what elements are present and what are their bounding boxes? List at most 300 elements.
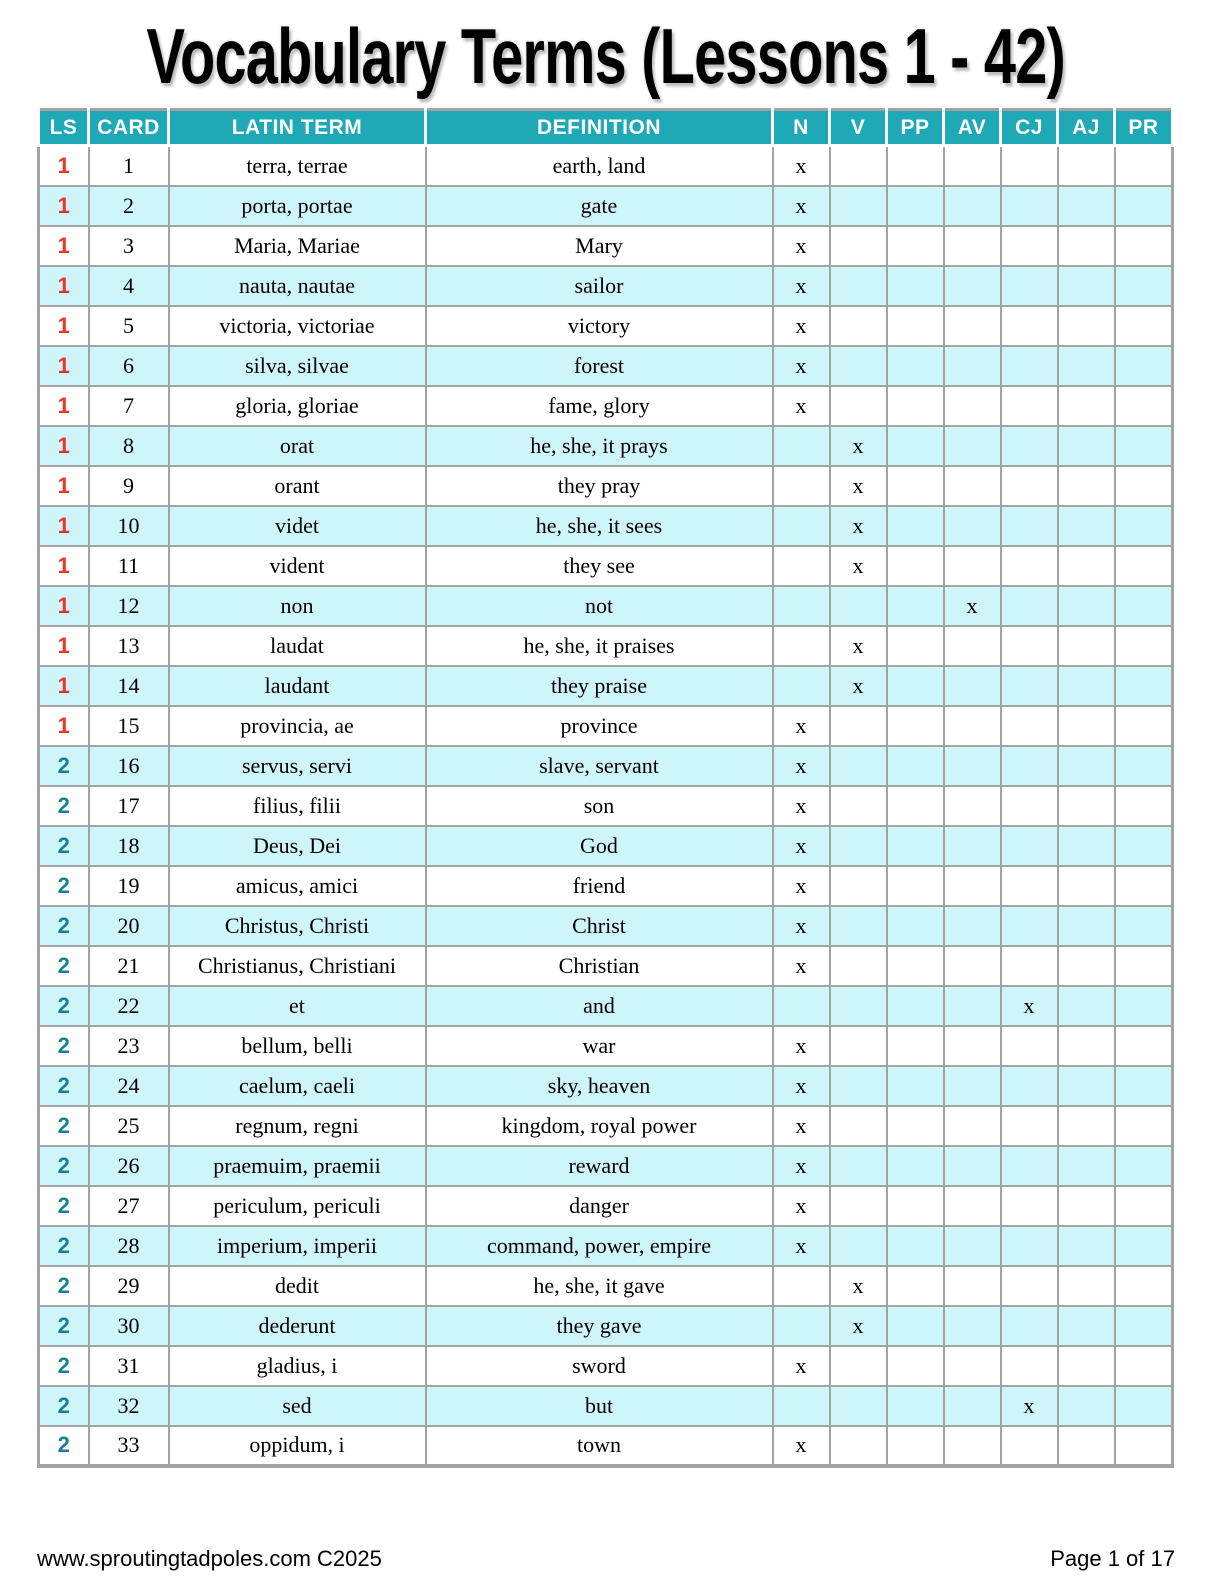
definition-cell: war bbox=[426, 1026, 773, 1066]
mark-cell-aj bbox=[1058, 586, 1115, 626]
mark-cell-aj bbox=[1058, 986, 1115, 1026]
lesson-cell: 2 bbox=[39, 1186, 89, 1226]
mark-cell-pp bbox=[887, 426, 944, 466]
mark-cell-av bbox=[944, 1226, 1001, 1266]
mark-cell-pp bbox=[887, 986, 944, 1026]
mark-cell-av bbox=[944, 706, 1001, 746]
mark-cell-aj bbox=[1058, 1026, 1115, 1066]
column-header-v: V bbox=[830, 110, 887, 146]
definition-cell: he, she, it prays bbox=[426, 426, 773, 466]
mark-cell-aj bbox=[1058, 226, 1115, 266]
mark-cell-n bbox=[773, 466, 830, 506]
mark-cell-pp bbox=[887, 626, 944, 666]
mark-cell-pr bbox=[1115, 1066, 1173, 1106]
mark-cell-pr bbox=[1115, 1426, 1173, 1466]
table-row bbox=[39, 746, 1173, 786]
mark-cell-v bbox=[830, 1386, 887, 1426]
latin-term-cell: regnum, regni bbox=[169, 1106, 426, 1146]
mark-cell-cj bbox=[1001, 1426, 1058, 1466]
mark-cell-cj bbox=[1001, 146, 1058, 186]
mark-cell-aj bbox=[1058, 786, 1115, 826]
latin-term-cell: amicus, amici bbox=[169, 866, 426, 906]
mark-cell-aj bbox=[1058, 1106, 1115, 1146]
latin-term-cell: terra, terrae bbox=[169, 146, 426, 186]
header-row bbox=[39, 110, 1173, 146]
mark-cell-n: x bbox=[773, 826, 830, 866]
mark-cell-pr bbox=[1115, 906, 1173, 946]
mark-cell-pp bbox=[887, 506, 944, 546]
mark-cell-pr bbox=[1115, 306, 1173, 346]
mark-cell-pr bbox=[1115, 266, 1173, 306]
mark-cell-pp bbox=[887, 266, 944, 306]
mark-cell-av bbox=[944, 1266, 1001, 1306]
lesson-cell: 1 bbox=[39, 306, 89, 346]
latin-term-cell: imperium, imperii bbox=[169, 1226, 426, 1266]
lesson-cell: 2 bbox=[39, 1066, 89, 1106]
mark-cell-aj bbox=[1058, 706, 1115, 746]
mark-cell-cj bbox=[1001, 906, 1058, 946]
definition-cell: Christ bbox=[426, 906, 773, 946]
mark-cell-cj bbox=[1001, 186, 1058, 226]
mark-cell-cj bbox=[1001, 1106, 1058, 1146]
mark-cell-n: x bbox=[773, 1146, 830, 1186]
latin-term-cell: filius, filii bbox=[169, 786, 426, 826]
lesson-cell: 1 bbox=[39, 666, 89, 706]
mark-cell-pp bbox=[887, 706, 944, 746]
card-number-cell: 10 bbox=[89, 506, 169, 546]
mark-cell-cj bbox=[1001, 706, 1058, 746]
mark-cell-cj bbox=[1001, 506, 1058, 546]
card-number-cell: 29 bbox=[89, 1266, 169, 1306]
mark-cell-cj bbox=[1001, 226, 1058, 266]
mark-cell-n: x bbox=[773, 1066, 830, 1106]
mark-cell-v: x bbox=[830, 1266, 887, 1306]
mark-cell-pr bbox=[1115, 386, 1173, 426]
table-row bbox=[39, 426, 1173, 466]
mark-cell-pp bbox=[887, 1026, 944, 1066]
latin-term-cell: praemuim, praemii bbox=[169, 1146, 426, 1186]
mark-cell-cj bbox=[1001, 1066, 1058, 1106]
mark-cell-av bbox=[944, 906, 1001, 946]
mark-cell-n: x bbox=[773, 226, 830, 266]
card-number-cell: 28 bbox=[89, 1226, 169, 1266]
table-row bbox=[39, 586, 1173, 626]
mark-cell-pp bbox=[887, 386, 944, 426]
mark-cell-av bbox=[944, 1306, 1001, 1346]
mark-cell-n: x bbox=[773, 1346, 830, 1386]
mark-cell-v: x bbox=[830, 666, 887, 706]
mark-cell-v: x bbox=[830, 626, 887, 666]
mark-cell-pp bbox=[887, 1346, 944, 1386]
mark-cell-pp bbox=[887, 946, 944, 986]
mark-cell-n bbox=[773, 666, 830, 706]
mark-cell-pr bbox=[1115, 346, 1173, 386]
mark-cell-cj bbox=[1001, 546, 1058, 586]
mark-cell-n: x bbox=[773, 1186, 830, 1226]
mark-cell-pr bbox=[1115, 826, 1173, 866]
lesson-cell: 1 bbox=[39, 466, 89, 506]
mark-cell-av bbox=[944, 146, 1001, 186]
mark-cell-aj bbox=[1058, 266, 1115, 306]
mark-cell-av bbox=[944, 1346, 1001, 1386]
mark-cell-pp bbox=[887, 1426, 944, 1466]
mark-cell-cj: x bbox=[1001, 986, 1058, 1026]
mark-cell-v bbox=[830, 746, 887, 786]
lesson-cell: 2 bbox=[39, 866, 89, 906]
mark-cell-av bbox=[944, 546, 1001, 586]
mark-cell-pp bbox=[887, 1186, 944, 1226]
mark-cell-pr bbox=[1115, 626, 1173, 666]
mark-cell-n: x bbox=[773, 266, 830, 306]
table-row bbox=[39, 466, 1173, 506]
mark-cell-pp bbox=[887, 1386, 944, 1426]
latin-term-cell: orant bbox=[169, 466, 426, 506]
table-row bbox=[39, 346, 1173, 386]
mark-cell-v bbox=[830, 706, 887, 746]
mark-cell-pr bbox=[1115, 186, 1173, 226]
lesson-cell: 2 bbox=[39, 1346, 89, 1386]
lesson-cell: 2 bbox=[39, 1226, 89, 1266]
mark-cell-pp bbox=[887, 826, 944, 866]
table-row bbox=[39, 866, 1173, 906]
latin-term-cell: periculum, periculi bbox=[169, 1186, 426, 1226]
lesson-cell: 1 bbox=[39, 266, 89, 306]
table-row bbox=[39, 1106, 1173, 1146]
mark-cell-pp bbox=[887, 1106, 944, 1146]
mark-cell-cj bbox=[1001, 866, 1058, 906]
mark-cell-aj bbox=[1058, 1346, 1115, 1386]
mark-cell-v bbox=[830, 1066, 887, 1106]
column-header-n: N bbox=[773, 110, 830, 146]
mark-cell-n: x bbox=[773, 386, 830, 426]
definition-cell: he, she, it sees bbox=[426, 506, 773, 546]
table-row bbox=[39, 1426, 1173, 1466]
definition-cell: earth, land bbox=[426, 146, 773, 186]
card-number-cell: 26 bbox=[89, 1146, 169, 1186]
mark-cell-av bbox=[944, 346, 1001, 386]
definition-cell: town bbox=[426, 1426, 773, 1466]
mark-cell-cj bbox=[1001, 346, 1058, 386]
lesson-cell: 2 bbox=[39, 986, 89, 1026]
card-number-cell: 2 bbox=[89, 186, 169, 226]
mark-cell-n bbox=[773, 1386, 830, 1426]
mark-cell-pp bbox=[887, 226, 944, 266]
mark-cell-pp bbox=[887, 1306, 944, 1346]
card-number-cell: 21 bbox=[89, 946, 169, 986]
mark-cell-pr bbox=[1115, 1146, 1173, 1186]
mark-cell-v bbox=[830, 186, 887, 226]
latin-term-cell: orat bbox=[169, 426, 426, 466]
mark-cell-v bbox=[830, 906, 887, 946]
mark-cell-n: x bbox=[773, 1106, 830, 1146]
mark-cell-v bbox=[830, 586, 887, 626]
lesson-cell: 2 bbox=[39, 1146, 89, 1186]
lesson-cell: 2 bbox=[39, 746, 89, 786]
footer bbox=[37, 1546, 1175, 1572]
card-number-cell: 16 bbox=[89, 746, 169, 786]
mark-cell-pr bbox=[1115, 586, 1173, 626]
latin-term-cell: Christianus, Christiani bbox=[169, 946, 426, 986]
card-number-cell: 12 bbox=[89, 586, 169, 626]
mark-cell-av bbox=[944, 506, 1001, 546]
lesson-cell: 1 bbox=[39, 706, 89, 746]
definition-cell: victory bbox=[426, 306, 773, 346]
definition-cell: fame, glory bbox=[426, 386, 773, 426]
definition-cell: they praise bbox=[426, 666, 773, 706]
card-number-cell: 13 bbox=[89, 626, 169, 666]
mark-cell-aj bbox=[1058, 746, 1115, 786]
mark-cell-n: x bbox=[773, 866, 830, 906]
card-number-cell: 4 bbox=[89, 266, 169, 306]
latin-term-cell: gloria, gloriae bbox=[169, 386, 426, 426]
table-row bbox=[39, 1386, 1173, 1426]
card-number-cell: 7 bbox=[89, 386, 169, 426]
mark-cell-pp bbox=[887, 906, 944, 946]
definition-cell: they pray bbox=[426, 466, 773, 506]
mark-cell-n bbox=[773, 626, 830, 666]
mark-cell-v bbox=[830, 1026, 887, 1066]
table-row bbox=[39, 826, 1173, 866]
mark-cell-v bbox=[830, 146, 887, 186]
mark-cell-av bbox=[944, 386, 1001, 426]
lesson-cell: 1 bbox=[39, 346, 89, 386]
mark-cell-n: x bbox=[773, 306, 830, 346]
mark-cell-pr bbox=[1115, 786, 1173, 826]
mark-cell-cj bbox=[1001, 746, 1058, 786]
mark-cell-pp bbox=[887, 186, 944, 226]
mark-cell-pp bbox=[887, 1266, 944, 1306]
mark-cell-n bbox=[773, 986, 830, 1026]
mark-cell-pr bbox=[1115, 1346, 1173, 1386]
mark-cell-n: x bbox=[773, 1026, 830, 1066]
mark-cell-v: x bbox=[830, 506, 887, 546]
mark-cell-pp bbox=[887, 146, 944, 186]
definition-cell: God bbox=[426, 826, 773, 866]
definition-cell: sword bbox=[426, 1346, 773, 1386]
mark-cell-aj bbox=[1058, 186, 1115, 226]
mark-cell-av bbox=[944, 1186, 1001, 1226]
table-row bbox=[39, 1186, 1173, 1226]
mark-cell-v bbox=[830, 226, 887, 266]
latin-term-cell: laudant bbox=[169, 666, 426, 706]
lesson-cell: 1 bbox=[39, 386, 89, 426]
mark-cell-av bbox=[944, 746, 1001, 786]
mark-cell-n bbox=[773, 1266, 830, 1306]
mark-cell-pr bbox=[1115, 946, 1173, 986]
table-row bbox=[39, 946, 1173, 986]
mark-cell-v bbox=[830, 946, 887, 986]
mark-cell-pr bbox=[1115, 986, 1173, 1026]
mark-cell-v: x bbox=[830, 546, 887, 586]
table-row bbox=[39, 226, 1173, 266]
mark-cell-pr bbox=[1115, 466, 1173, 506]
mark-cell-av bbox=[944, 1026, 1001, 1066]
definition-cell: sky, heaven bbox=[426, 1066, 773, 1106]
mark-cell-av bbox=[944, 266, 1001, 306]
latin-term-cell: nauta, nautae bbox=[169, 266, 426, 306]
mark-cell-aj bbox=[1058, 666, 1115, 706]
lesson-cell: 2 bbox=[39, 1266, 89, 1306]
latin-term-cell: sed bbox=[169, 1386, 426, 1426]
mark-cell-av bbox=[944, 626, 1001, 666]
mark-cell-cj bbox=[1001, 266, 1058, 306]
column-header-av: AV bbox=[944, 110, 1001, 146]
definition-cell: they see bbox=[426, 546, 773, 586]
latin-term-cell: Maria, Mariae bbox=[169, 226, 426, 266]
definition-cell: son bbox=[426, 786, 773, 826]
card-number-cell: 32 bbox=[89, 1386, 169, 1426]
mark-cell-pp bbox=[887, 1146, 944, 1186]
definition-cell: not bbox=[426, 586, 773, 626]
mark-cell-cj bbox=[1001, 1146, 1058, 1186]
mark-cell-pr bbox=[1115, 1226, 1173, 1266]
mark-cell-pr bbox=[1115, 1026, 1173, 1066]
mark-cell-n bbox=[773, 506, 830, 546]
mark-cell-pr bbox=[1115, 706, 1173, 746]
definition-cell: forest bbox=[426, 346, 773, 386]
mark-cell-n: x bbox=[773, 706, 830, 746]
mark-cell-av bbox=[944, 866, 1001, 906]
mark-cell-n bbox=[773, 1306, 830, 1346]
lesson-cell: 2 bbox=[39, 1426, 89, 1466]
mark-cell-v: x bbox=[830, 426, 887, 466]
definition-cell: command, power, empire bbox=[426, 1226, 773, 1266]
card-number-cell: 19 bbox=[89, 866, 169, 906]
card-number-cell: 8 bbox=[89, 426, 169, 466]
definition-cell: kingdom, royal power bbox=[426, 1106, 773, 1146]
mark-cell-aj bbox=[1058, 546, 1115, 586]
definition-cell: reward bbox=[426, 1146, 773, 1186]
card-number-cell: 6 bbox=[89, 346, 169, 386]
mark-cell-cj bbox=[1001, 386, 1058, 426]
mark-cell-pp bbox=[887, 866, 944, 906]
mark-cell-pp bbox=[887, 586, 944, 626]
mark-cell-av bbox=[944, 986, 1001, 1026]
mark-cell-av bbox=[944, 786, 1001, 826]
table-row bbox=[39, 386, 1173, 426]
mark-cell-v bbox=[830, 386, 887, 426]
definition-cell: and bbox=[426, 986, 773, 1026]
mark-cell-cj bbox=[1001, 1186, 1058, 1226]
card-number-cell: 24 bbox=[89, 1066, 169, 1106]
mark-cell-aj bbox=[1058, 626, 1115, 666]
mark-cell-pp bbox=[887, 546, 944, 586]
mark-cell-v bbox=[830, 1426, 887, 1466]
table-row bbox=[39, 266, 1173, 306]
mark-cell-v: x bbox=[830, 466, 887, 506]
card-number-cell: 27 bbox=[89, 1186, 169, 1226]
mark-cell-pr bbox=[1115, 506, 1173, 546]
table-row bbox=[39, 706, 1173, 746]
definition-cell: slave, servant bbox=[426, 746, 773, 786]
latin-term-cell: non bbox=[169, 586, 426, 626]
mark-cell-pr bbox=[1115, 226, 1173, 266]
latin-term-cell: dederunt bbox=[169, 1306, 426, 1346]
mark-cell-av bbox=[944, 1146, 1001, 1186]
mark-cell-pr bbox=[1115, 1386, 1173, 1426]
mark-cell-pp bbox=[887, 306, 944, 346]
mark-cell-cj: x bbox=[1001, 1386, 1058, 1426]
mark-cell-n: x bbox=[773, 186, 830, 226]
mark-cell-v bbox=[830, 986, 887, 1026]
lesson-cell: 2 bbox=[39, 1106, 89, 1146]
table-row bbox=[39, 1266, 1173, 1306]
mark-cell-av bbox=[944, 1066, 1001, 1106]
mark-cell-cj bbox=[1001, 786, 1058, 826]
latin-term-cell: bellum, belli bbox=[169, 1026, 426, 1066]
table-row bbox=[39, 1346, 1173, 1386]
mark-cell-n bbox=[773, 586, 830, 626]
mark-cell-n bbox=[773, 546, 830, 586]
mark-cell-cj bbox=[1001, 826, 1058, 866]
mark-cell-v bbox=[830, 306, 887, 346]
footer-site-text: www.sproutingtadpoles.com C2025 bbox=[37, 1546, 382, 1571]
mark-cell-n: x bbox=[773, 1226, 830, 1266]
mark-cell-cj bbox=[1001, 466, 1058, 506]
definition-cell: he, she, it praises bbox=[426, 626, 773, 666]
latin-term-cell: vident bbox=[169, 546, 426, 586]
lesson-cell: 2 bbox=[39, 786, 89, 826]
latin-term-cell: victoria, victoriae bbox=[169, 306, 426, 346]
latin-term-cell: videt bbox=[169, 506, 426, 546]
lesson-cell: 1 bbox=[39, 426, 89, 466]
mark-cell-av bbox=[944, 666, 1001, 706]
lesson-cell: 1 bbox=[39, 546, 89, 586]
mark-cell-aj bbox=[1058, 426, 1115, 466]
mark-cell-cj bbox=[1001, 1306, 1058, 1346]
card-number-cell: 30 bbox=[89, 1306, 169, 1346]
lesson-cell: 1 bbox=[39, 146, 89, 186]
table-row bbox=[39, 1026, 1173, 1066]
latin-term-cell: Deus, Dei bbox=[169, 826, 426, 866]
latin-term-cell: porta, portae bbox=[169, 186, 426, 226]
mark-cell-aj bbox=[1058, 946, 1115, 986]
lesson-cell: 1 bbox=[39, 586, 89, 626]
column-header-ls: LS bbox=[39, 110, 89, 146]
mark-cell-v: x bbox=[830, 1306, 887, 1346]
mark-cell-pp bbox=[887, 746, 944, 786]
mark-cell-v bbox=[830, 1186, 887, 1226]
mark-cell-aj bbox=[1058, 1426, 1115, 1466]
latin-term-cell: caelum, caeli bbox=[169, 1066, 426, 1106]
latin-term-cell: laudat bbox=[169, 626, 426, 666]
card-number-cell: 18 bbox=[89, 826, 169, 866]
mark-cell-aj bbox=[1058, 1186, 1115, 1226]
mark-cell-av bbox=[944, 186, 1001, 226]
latin-term-cell: gladius, i bbox=[169, 1346, 426, 1386]
table-row bbox=[39, 626, 1173, 666]
vocab-table bbox=[37, 108, 1174, 1468]
column-header-card: CARD bbox=[89, 110, 169, 146]
mark-cell-n: x bbox=[773, 746, 830, 786]
mark-cell-aj bbox=[1058, 306, 1115, 346]
mark-cell-av bbox=[944, 426, 1001, 466]
mark-cell-aj bbox=[1058, 1226, 1115, 1266]
definition-cell: sailor bbox=[426, 266, 773, 306]
mark-cell-pp bbox=[887, 1066, 944, 1106]
lesson-cell: 2 bbox=[39, 1026, 89, 1066]
definition-cell: Mary bbox=[426, 226, 773, 266]
table-row bbox=[39, 986, 1173, 1026]
mark-cell-n: x bbox=[773, 1426, 830, 1466]
mark-cell-pr bbox=[1115, 1186, 1173, 1226]
mark-cell-pr bbox=[1115, 666, 1173, 706]
mark-cell-n: x bbox=[773, 786, 830, 826]
definition-cell: friend bbox=[426, 866, 773, 906]
lesson-cell: 1 bbox=[39, 186, 89, 226]
table-row bbox=[39, 1146, 1173, 1186]
mark-cell-cj bbox=[1001, 426, 1058, 466]
